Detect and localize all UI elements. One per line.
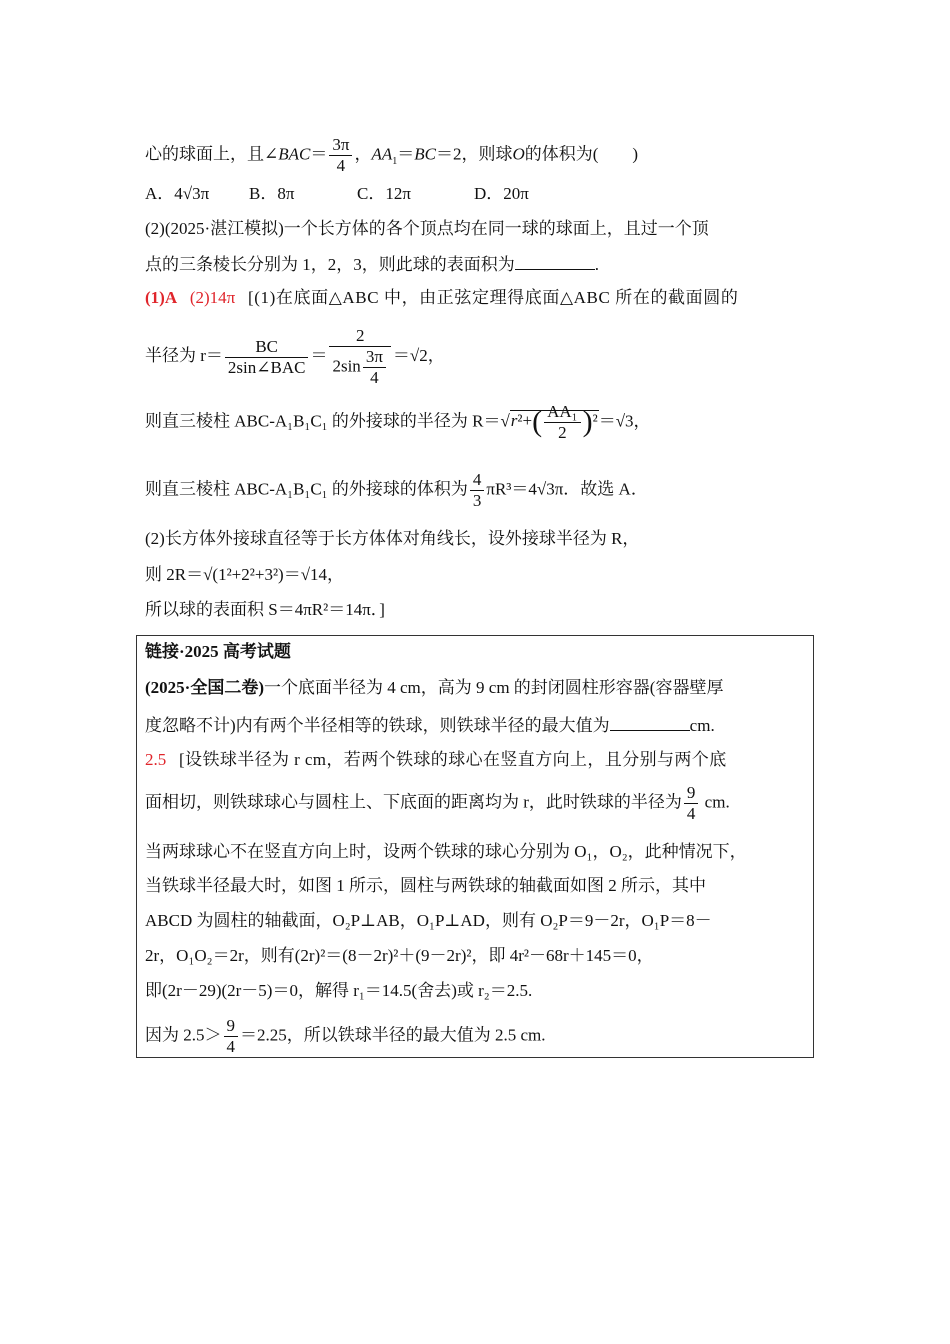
sol-line1-text: [(1)在底面△ABC 中，由正弦定理得底面△ABC 所在的截面圆的 <box>248 288 739 307</box>
sol-line4-fraction <box>470 470 485 511</box>
sol-fraction-2 <box>329 326 390 388</box>
link-answer-blank <box>610 712 690 731</box>
option-b: B．8π <box>249 184 295 203</box>
q1-eq2: ＝ <box>397 144 415 164</box>
q1-comma: ， <box>354 144 372 164</box>
link-answer: 2.5 <box>145 750 167 769</box>
link-q-line1-text: 一个底面半径为 4 cm，高为 9 cm 的封闭圆柱形容器(容器壁厚 <box>264 678 724 697</box>
q1-stem-text2: ＝2，则球 <box>435 144 513 164</box>
q1-stem-text3: 的体积为( ) <box>524 144 639 164</box>
link-sol-line2 <box>145 783 730 824</box>
link-sol-line8-end: ＝2.25，所以铁球半径的最大值为 2.5 cm. <box>240 1025 546 1045</box>
link-sol-line8-fraction <box>224 1016 239 1057</box>
sol-frac2-den <box>329 347 390 388</box>
option-d: D．20π <box>474 184 529 203</box>
sol-line3-den: 2 <box>558 423 567 442</box>
sol-inner-fraction <box>363 347 386 388</box>
sol-line5: (2)长方体外接球直径等于长方体体对角线长，设外接球半径为 R， <box>145 529 640 548</box>
q2-line1: (2)(2025·湛江模拟)一个长方体的各个顶点均在同一球的球面上，且过一个顶 <box>145 219 709 238</box>
link-sol-line3: 当两球球心不在竖直方向上时，设两个铁球的球心分别为 O₁，O₂，此种情况下， <box>145 842 747 861</box>
link-source: (2025·全国二卷) <box>145 678 264 697</box>
answer-blank <box>515 251 595 270</box>
q1-angle-fraction <box>329 135 352 176</box>
sol-line7: 所以球的表面积 S＝4πR²＝14π．] <box>145 600 385 619</box>
answer-1: (1)A <box>145 288 178 307</box>
sol-line4-end: πR³＝4√3π．故选 A． <box>486 479 648 499</box>
answer-2: (2)14π <box>189 288 236 307</box>
link-sol-line1-text: [设铁球半径为 r cm，若两个铁球的球心在竖直方向上，且分别与两个底 <box>179 750 727 769</box>
sol-line2-text: 半径为 r＝ <box>145 345 223 365</box>
sol-line3 <box>145 402 651 443</box>
link-sol-line1 <box>145 748 727 772</box>
link-sol-line2-end: cm. <box>704 792 730 812</box>
q2-line2-text: 点的三条棱长分别为 1，2，3，则此球的表面积为 <box>145 255 515 274</box>
link-q-line2-text: 度忽略不计)内有两个半径相等的铁球，则铁球半径的最大值为 <box>145 716 610 735</box>
sqrt-sign: √r²+( $\frac{\text{AA₁}}{2}$ )² <box>500 402 598 442</box>
link-sol-line8-den: 4 <box>226 1037 235 1056</box>
sol-line4-num: 4 <box>470 470 485 491</box>
q2-line2 <box>145 251 599 277</box>
sol-line2-end: ＝√2， <box>392 345 445 365</box>
link-sol-fraction <box>684 783 699 824</box>
sol-line2: 半径为 r＝ $\frac{BC}{\text{2sin∠BAC}}$ ＝ 2 2sin $\frac{3\pi}{4}$ ＝√2， <box>145 326 445 387</box>
q1-ball-o: O <box>512 144 525 164</box>
q1-aa1: AA <box>371 144 393 164</box>
link-sol-line8-num: 9 <box>224 1016 239 1037</box>
link-q-line2-end: cm. <box>689 716 715 735</box>
sol-inner-den: 4 <box>370 368 379 387</box>
sol-line4-den: 3 <box>472 491 482 510</box>
q2-line2-end: . <box>594 255 599 274</box>
link-question-line2 <box>145 712 715 738</box>
sol-frac1-num: BC <box>225 337 309 358</box>
q1-angle-name: BAC <box>278 144 311 164</box>
sol-line4 <box>145 470 648 511</box>
link-sol-line8 <box>145 1016 546 1057</box>
link-title: 链接·2025 高考试题 <box>145 642 291 661</box>
q1-stem: 心的球面上，且∠BAC＝ $\frac{3\pi}{4}$ ，$AA_1=BC=2$，则球O的体积为( ) <box>145 135 639 175</box>
sol-line4-text: 则直三棱柱 ABC-A₁B₁C₁ 的外接球的体积为 <box>145 479 468 499</box>
link-sol-frac-den: 4 <box>686 804 696 823</box>
sol-inner-num: 3π <box>363 347 386 368</box>
sol-line3-num: AA₁ <box>544 402 580 423</box>
sol-line3-text: 则直三棱柱 ABC-A₁B₁C₁ 的外接球的半径为 R＝ <box>145 411 501 431</box>
sol-frac1-den: 2sin∠BAC <box>227 357 306 377</box>
link-sol-line8-text: 因为 2.5＞ <box>145 1025 222 1045</box>
q1-angle-num: 3π <box>329 135 352 156</box>
sol-line6: 则 2R＝√(1²+2²+3²)＝√14， <box>145 565 345 584</box>
q1-options <box>145 182 529 206</box>
sol-frac2-den-text: 2sin <box>332 356 361 376</box>
q1-angle-den: 4 <box>336 156 346 175</box>
link-sol-line4: 当铁球半径最大时，如图 1 所示，圆柱与两铁球的轴截面如图 2 所示，其中 <box>145 876 706 895</box>
q1-eq: ＝ <box>310 144 328 164</box>
link-sol-line5: ABCD 为圆柱的轴截面，O₂P⊥AB，O₁P⊥AD，则有 O₂P＝9－2r，O₁P＝8－ <box>145 911 712 930</box>
option-c: C．12π <box>357 184 411 203</box>
link-sol-frac-num: 9 <box>684 783 699 804</box>
sol-line3-end: ＝√3， <box>598 411 651 431</box>
q1-stem-text: 心的球面上，且∠ <box>145 144 279 164</box>
link-sol-line7: 即(2r－29)(2r－5)＝0，解得 r₁＝14.5(舍去)或 r₂＝2.5. <box>145 981 533 1000</box>
option-a: A．4√3π <box>145 184 210 203</box>
link-sol-line2-text: 面相切，则铁球球心与圆柱上、下底面的距离均为 r，此时铁球的半径为 <box>145 792 682 812</box>
sol-fraction-1 <box>225 337 309 378</box>
sol-frac2-num: 2 <box>329 326 390 347</box>
sol-line1 <box>145 286 738 310</box>
sol-line3-fraction <box>544 402 580 443</box>
link-question-line1 <box>145 676 723 700</box>
q1-bc: BC <box>414 144 436 164</box>
link-sol-line6: 2r，O₁O₂＝2r，则有(2r)²＝(8－2r)²＋(9－2r)²，即 4r²－68r＋145＝0， <box>145 946 654 965</box>
